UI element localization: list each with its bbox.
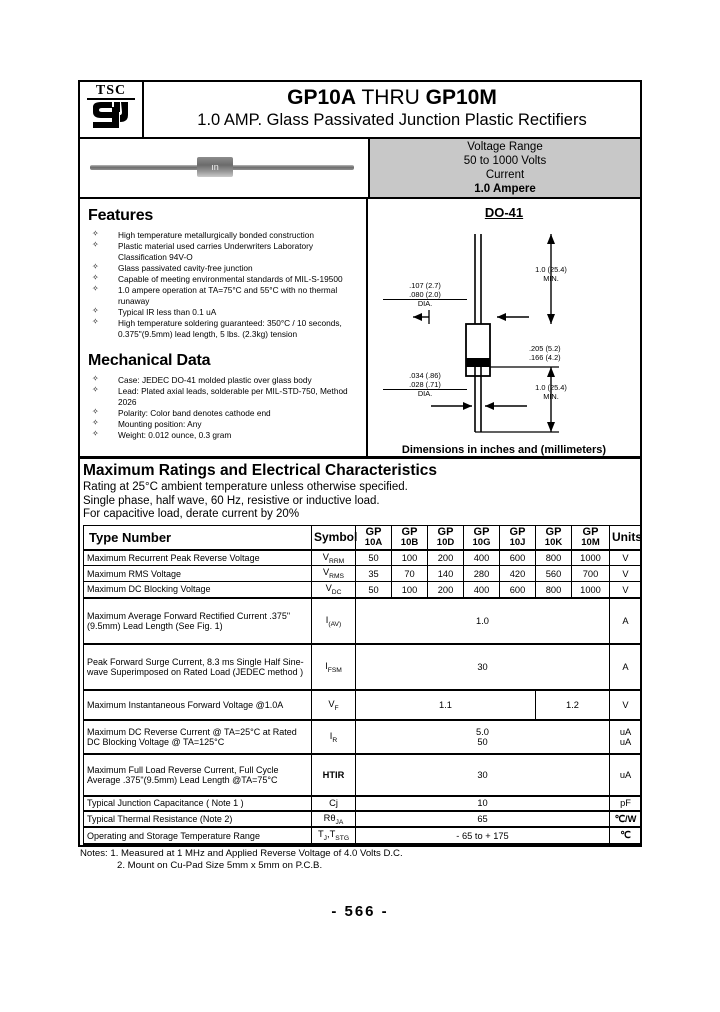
- title-part-2: GP10M: [425, 86, 497, 109]
- row-symbol: [312, 550, 356, 566]
- symbol-main: I: [325, 660, 328, 671]
- features-heading: Features: [88, 207, 154, 224]
- row-param: Typical Thermal Resistance (Note 2): [84, 811, 312, 828]
- symbol-main: V: [325, 583, 332, 594]
- symbol-sub: J: [323, 835, 327, 843]
- page-subtitle: 1.0 AMP. Glass Passivated Junction Plastic Rectifiers: [197, 111, 587, 129]
- row-symbol: $T_J,T_{STG}$: [312, 827, 356, 844]
- voltage-current-summary: [370, 139, 640, 197]
- symbol-main: Rθ: [323, 812, 336, 823]
- do41-svg: [369, 220, 639, 442]
- list-item: ✧ Weight: 0.012 ounce, 0.3 gram: [88, 430, 360, 440]
- symbol-sub-2: STG: [335, 835, 350, 843]
- row-value: 200: [428, 550, 464, 566]
- symbol-main: V: [328, 698, 335, 709]
- row-value: 800: [536, 582, 572, 598]
- dim-length-bottom-min: MIN.: [543, 391, 559, 401]
- features-list: [88, 230, 360, 339]
- row-value: 200: [428, 582, 464, 598]
- list-item: ✧ Typical IR less than 0.1 uA: [88, 307, 360, 317]
- row-units: V: [610, 690, 642, 720]
- header-block: [78, 80, 642, 137]
- part-suffix: 10G: [472, 536, 491, 548]
- row-symbol: [312, 566, 356, 582]
- row-value-merged: 30: [356, 644, 610, 690]
- table-row: [84, 754, 642, 796]
- symbol-main: V: [322, 551, 329, 562]
- row-param: Maximum Full Load Reverse Current, Full Cycle Average .375"(9.5mm) Lead Length @TA=75°C: [84, 754, 312, 796]
- row-units: A: [610, 598, 642, 644]
- part-suffix: 10J: [509, 536, 526, 548]
- symbol-main-2: T: [329, 829, 336, 840]
- symbol-main: T: [317, 829, 324, 840]
- col-part-gp10j: [500, 525, 536, 550]
- do41-outline-drawing: [369, 220, 639, 442]
- table-row: [84, 690, 642, 720]
- footnote-2: 2. Mount on Cu-Pad Size 5mm x 5mm on P.C.B.: [117, 859, 323, 871]
- symbol-sub: FSM: [327, 666, 342, 674]
- row-value-merged-stack: [356, 720, 610, 754]
- row-value: 70: [392, 566, 428, 582]
- row-symbol: Cj: [312, 796, 356, 811]
- mechanical-list: [88, 375, 360, 441]
- row-param: Maximum Recurrent Peak Reverse Voltage: [84, 550, 312, 566]
- logo-glyph-icon: [90, 101, 132, 129]
- current-value: 1.0 Ampere: [474, 183, 536, 195]
- symbol-sub: R: [332, 736, 338, 744]
- package-drawing-column: [368, 199, 640, 456]
- row-value-line2: 50: [477, 737, 488, 748]
- mechanical-heading: Mechanical Data: [88, 351, 211, 369]
- row-units: V: [610, 582, 642, 598]
- row-value: 600: [500, 550, 536, 566]
- row-param: Peak Forward Surge Current, 8.3 ms Single Half Sine-wave Superimposed on Rated Load (JEDEC method ): [84, 644, 312, 690]
- datasheet-sheet: [78, 80, 642, 920]
- col-symbol: Symbol: [312, 525, 356, 550]
- list-item: ✧ Glass passivated cavity-free junction: [88, 263, 360, 273]
- row-param: Maximum DC Blocking Voltage: [84, 582, 312, 598]
- row-value-merged: 65: [356, 811, 610, 828]
- logo-text-tsc: TSC: [87, 84, 135, 100]
- row-units-stack: [610, 720, 642, 754]
- list-item: ✧ Lead: Plated axial leads, solderable per MIL-STD-750, Method 2026: [88, 386, 360, 407]
- footnote-1: Notes: 1. Measured at 1 MHz and Applied Reverse Voltage of 4.0 Volts D.C.: [80, 848, 403, 860]
- part-prefix: GP: [401, 525, 418, 538]
- row-units: ℃: [610, 827, 642, 844]
- symbol-main: I: [325, 614, 329, 625]
- footnotes: [80, 848, 642, 871]
- dim-body-bot: .080 (2.0): [383, 291, 467, 301]
- row-units: V: [610, 550, 642, 566]
- row-symbol: [312, 690, 356, 720]
- list-item: ✧ Capable of meeting environmental standards of MIL-S-19500: [88, 274, 360, 284]
- table-row: [84, 796, 642, 811]
- row-value: 800: [536, 550, 572, 566]
- row-param: Maximum RMS Voltage: [84, 566, 312, 582]
- col-part-gp10b: [392, 525, 428, 550]
- row-value-split-a: 1.1: [356, 690, 536, 720]
- row-value: 1000: [572, 550, 610, 566]
- symbol-sub: F: [334, 704, 339, 712]
- row-units: uA: [610, 754, 642, 796]
- row-symbol: [312, 582, 356, 598]
- col-units: Units: [610, 525, 642, 550]
- row-value-merged: 30: [356, 754, 610, 796]
- symbol-sub: RRM: [328, 557, 345, 565]
- row-param: Operating and Storage Temperature Range: [84, 827, 312, 844]
- table-row: [84, 827, 642, 844]
- voltage-range-label: Voltage Range: [467, 141, 543, 153]
- row-param: Maximum DC Reverse Current @ TA=25°C at Rated DC Blocking Voltage @ TA=125°C: [84, 720, 312, 754]
- product-band: [78, 137, 642, 197]
- part-prefix: GP: [509, 525, 526, 538]
- list-item: ✧ 1.0 ampere operation at TA=75°C and 55°C with no thermal runaway: [88, 285, 360, 306]
- dim-body-diameter: [383, 282, 467, 309]
- col-part-gp10g: [464, 525, 500, 550]
- table-row: [84, 566, 642, 582]
- table-row: [84, 598, 642, 644]
- col-part-gp10d: [428, 525, 464, 550]
- row-value: 560: [536, 566, 572, 582]
- row-value: 420: [500, 566, 536, 582]
- row-value-line1: 5.0: [476, 727, 489, 738]
- dim-length-bottom: [509, 384, 593, 401]
- part-suffix: 10M: [581, 536, 600, 548]
- page-title: [144, 85, 640, 110]
- col-type-number: Type Number: [84, 525, 312, 550]
- logo-mark: [87, 101, 135, 133]
- symbol-main: V: [322, 567, 330, 578]
- row-value: 140: [428, 566, 464, 582]
- ratings-note-2: Single phase, half wave, 60 Hz, resistive or inductive load.: [83, 494, 380, 507]
- symbol-main: I: [329, 730, 333, 741]
- row-symbol: [312, 598, 356, 644]
- part-suffix: 10K: [544, 536, 563, 548]
- dim-length-top: [509, 266, 593, 283]
- dim-lead-dia-label: DIA.: [417, 389, 433, 399]
- row-param: Maximum Average Forward Rectified Current .375"(9.5mm) Lead Length (See Fig. 1): [84, 598, 312, 644]
- dim-lead-bot: .028 (.71): [383, 381, 467, 391]
- dim-body-width: [529, 345, 609, 362]
- row-value: 700: [572, 566, 610, 582]
- dim-body-top: .107 (2.7): [409, 281, 441, 290]
- row-symbol: [312, 720, 356, 754]
- list-item: ✧ Mounting position: Any: [88, 419, 360, 429]
- part-prefix: GP: [545, 525, 562, 538]
- list-item: ✧ High temperature metallurgically bonded construction: [88, 230, 360, 240]
- table-row: [84, 550, 642, 566]
- product-photo: [80, 139, 370, 197]
- symbol-sub: DC: [331, 589, 342, 597]
- features-and-package: [78, 197, 642, 459]
- row-value: 35: [356, 566, 392, 582]
- ratings-note-3: For capacitive load, derate current by 20%: [83, 508, 300, 520]
- dim-body-dia-label: DIA.: [417, 299, 433, 309]
- row-param: Typical Junction Capacitance ( Note 1 ): [84, 796, 312, 811]
- row-value-merged: - 65 to + 175: [356, 827, 610, 844]
- symbol-sub: (AV): [328, 620, 342, 628]
- table-row: [84, 582, 642, 598]
- row-symbol: HTIR: [312, 754, 356, 796]
- specifications-table: [83, 525, 642, 846]
- row-value: 600: [500, 582, 536, 598]
- table-row: [84, 644, 642, 690]
- features-column: [80, 199, 368, 456]
- row-value: 400: [464, 550, 500, 566]
- tsc-logo: [87, 84, 135, 133]
- title-part-1: GP10A: [287, 86, 357, 109]
- col-part-gp10m: [572, 525, 610, 550]
- part-prefix: GP: [582, 525, 599, 538]
- diode-body-photo: ın: [197, 157, 233, 177]
- col-part-gp10a: [356, 525, 392, 550]
- ratings-section: [78, 459, 642, 847]
- part-prefix: GP: [365, 525, 382, 538]
- part-suffix: 10A: [364, 536, 383, 548]
- page-number: - 566 -: [331, 903, 389, 921]
- row-value-merged: 1.0: [356, 598, 610, 644]
- row-value-split-b: 1.2: [536, 690, 610, 720]
- row-value: 50: [356, 550, 392, 566]
- table-header-row: [84, 525, 642, 550]
- voltage-range-value: 50 to 1000 Volts: [463, 155, 547, 167]
- row-units: pF: [610, 796, 642, 811]
- row-value-merged: 10: [356, 796, 610, 811]
- list-item: ✧ Case: JEDEC DO-41 molded plastic over glass body: [88, 375, 360, 385]
- row-units: A: [610, 644, 642, 690]
- part-prefix: GP: [473, 525, 490, 538]
- row-units: V: [610, 566, 642, 582]
- company-logo-cell: [80, 82, 144, 137]
- list-item: ✧ Polarity: Color band denotes cathode end: [88, 408, 360, 418]
- dim-length-top-min: MIN.: [543, 273, 559, 283]
- dim-length-top-value: 1.0 (25.4): [535, 265, 567, 274]
- table-row: [84, 811, 642, 828]
- ratings-note-1: Rating at 25°C ambient temperature unless otherwise specified.: [83, 481, 408, 493]
- row-units-line1: uA: [619, 727, 632, 738]
- row-param: Maximum Instantaneous Forward Voltage @1.0A: [84, 690, 312, 720]
- dim-body-width-top: .205 (5.2): [529, 344, 561, 353]
- list-item: ✧ High temperature soldering guaranteed: 350°C / 10 seconds, 0.375"(9.5mm) lead length, 5 lbs. (2.3kg) tension: [88, 318, 360, 339]
- symbol-sub: JA: [335, 818, 344, 826]
- table-row: [84, 720, 642, 754]
- dim-length-bottom-value: 1.0 (25.4): [535, 383, 567, 392]
- row-value: 280: [464, 566, 500, 582]
- dimensions-footnote: Dimensions in inches and (millimeters): [401, 444, 607, 456]
- title-thru: THRU: [356, 86, 426, 109]
- ratings-heading: Maximum Ratings and Electrical Characteristics: [83, 462, 438, 479]
- dim-lead-diameter: [383, 372, 467, 399]
- row-value: 50: [356, 582, 392, 598]
- symbol-sub: RMS: [329, 573, 345, 581]
- package-title: DO-41: [484, 205, 524, 220]
- row-symbol: [312, 644, 356, 690]
- row-units: ℃/W: [610, 811, 642, 828]
- dim-body-width-bot: .166 (4.2): [529, 352, 561, 362]
- row-value: 1000: [572, 582, 610, 598]
- title-cell: [144, 82, 640, 137]
- list-item: ✧ Plastic material used carries Underwriters Laboratory Classification 94V-O: [88, 241, 360, 262]
- row-symbol: [312, 811, 356, 828]
- part-suffix: 10D: [436, 536, 455, 548]
- row-value: 400: [464, 582, 500, 598]
- current-label: Current: [485, 169, 525, 181]
- part-suffix: 10B: [400, 536, 419, 548]
- row-value: 100: [392, 582, 428, 598]
- row-units-line2: uA: [619, 737, 632, 748]
- dim-lead-top: .034 (.86): [409, 371, 441, 380]
- part-prefix: GP: [437, 525, 454, 538]
- col-part-gp10k: [536, 525, 572, 550]
- row-value: 100: [392, 550, 428, 566]
